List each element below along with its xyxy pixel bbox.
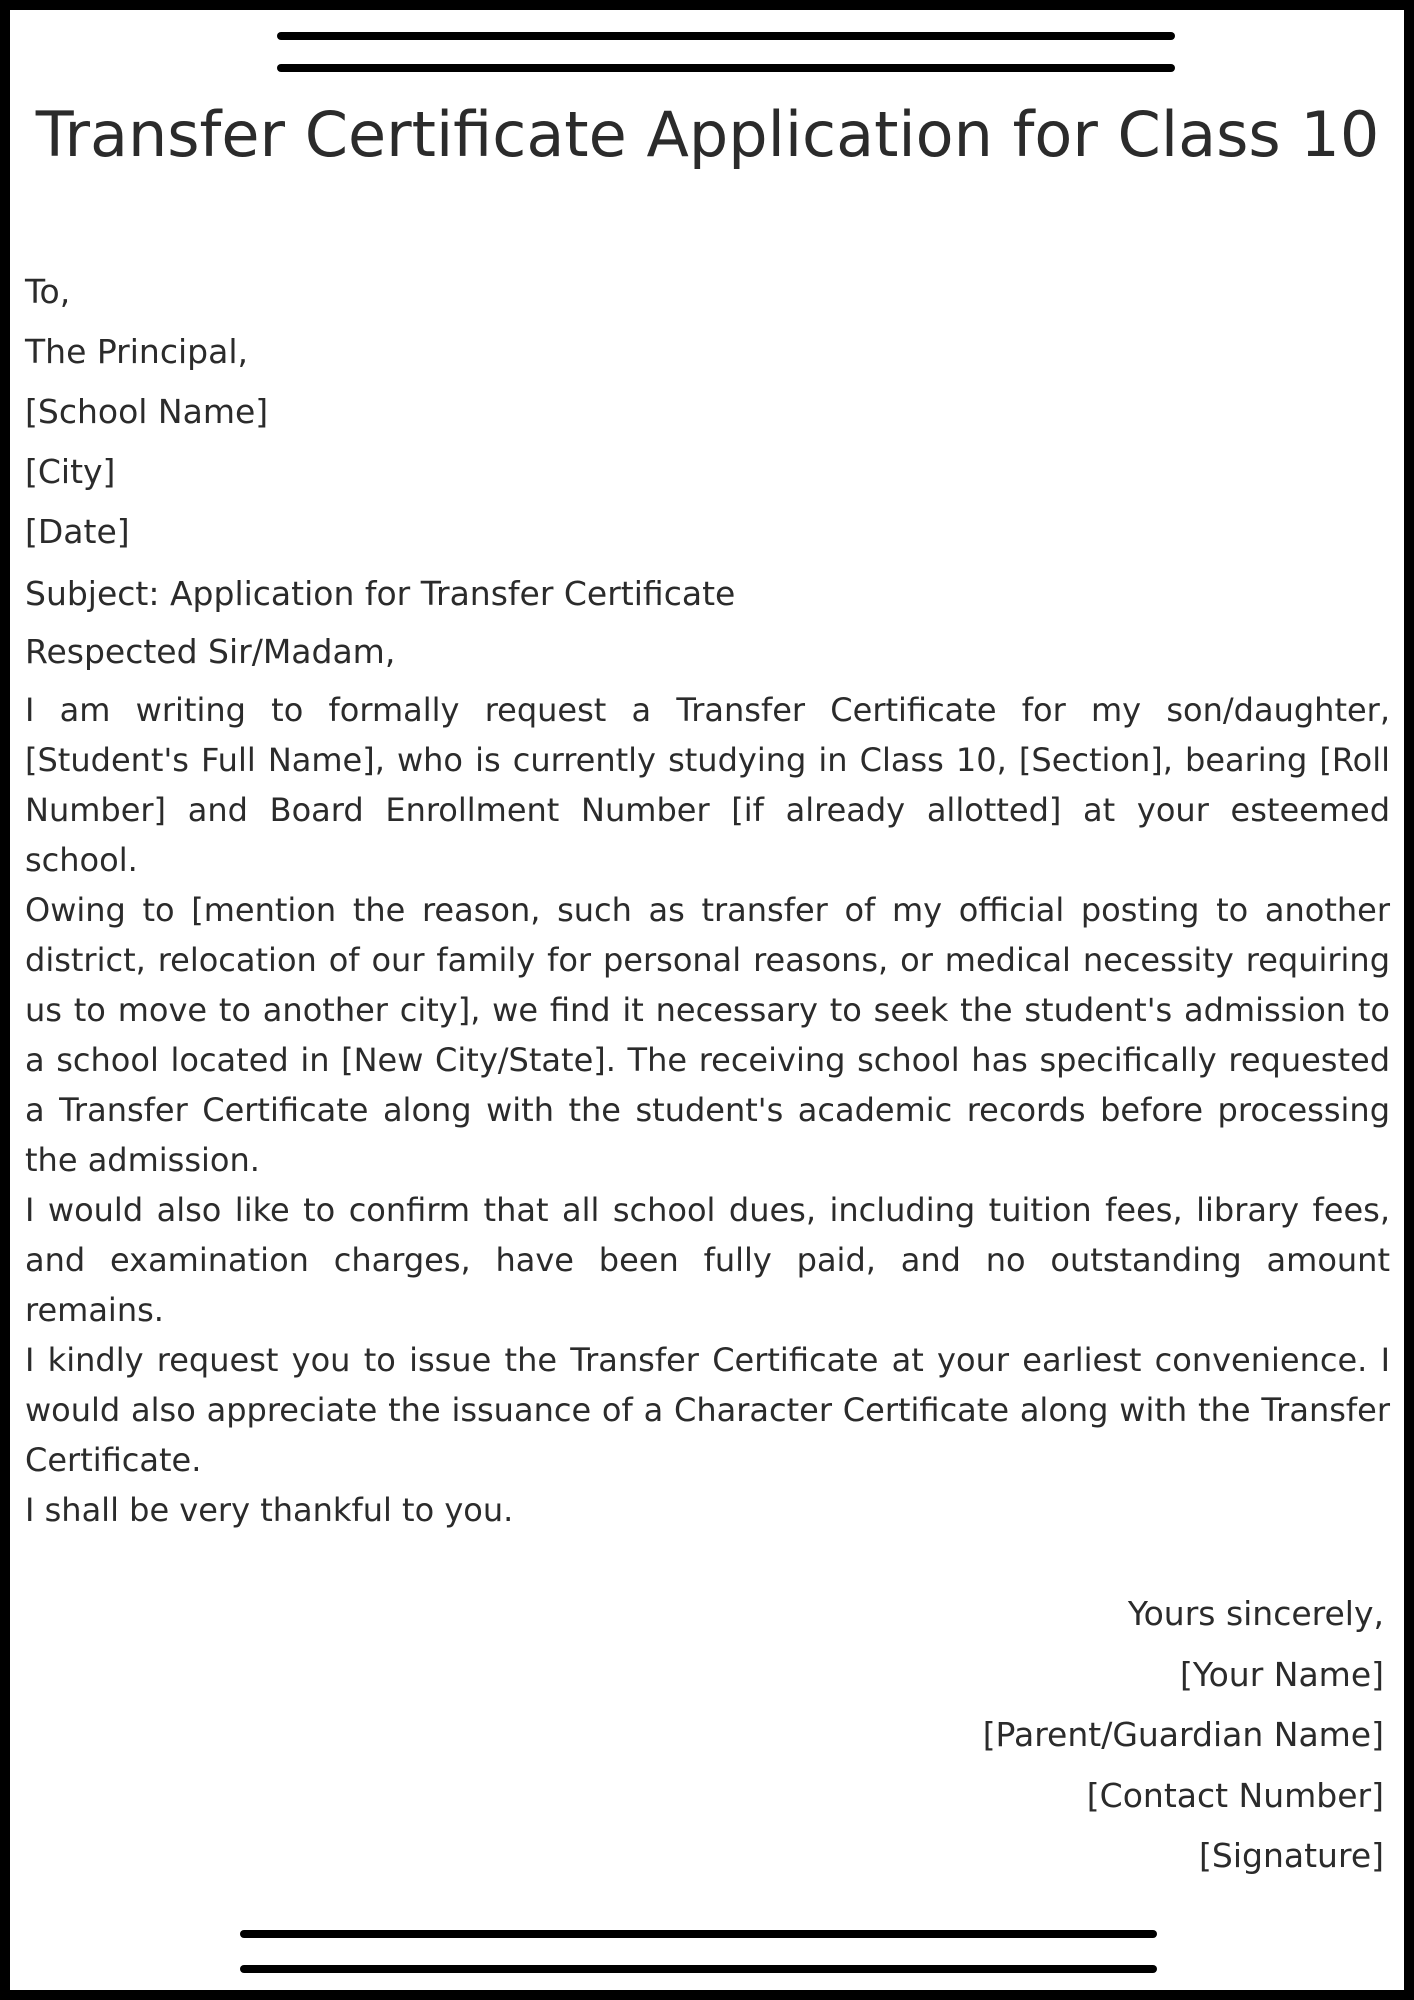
recipient-address-block <box>25 262 925 562</box>
top-divider-line-1 <box>277 32 1175 40</box>
closing-signature: [Signature] <box>1199 1836 1384 1875</box>
closing-your-name: [Your Name] <box>1179 1654 1384 1694</box>
bottom-divider-line-2 <box>240 1965 1157 1973</box>
document-title: Transfer Certificate Application for Class 10 <box>35 98 1380 171</box>
subject-line: Subject: Application for Transfer Certificate <box>25 574 736 613</box>
salutation: Respected Sir/Madam, <box>25 632 396 671</box>
address-line-date: [Date] <box>25 512 130 551</box>
closing-block <box>684 1584 1384 1887</box>
address-line-school-name: [School Name] <box>25 392 269 431</box>
address-line-principal: The Principal, <box>25 332 248 371</box>
closing-guardian-name: [Parent/Guardian Name] <box>982 1715 1384 1754</box>
bottom-divider-line-1 <box>240 1930 1157 1938</box>
body-paragraph-thanks: I shall be very thankful to you. <box>25 1491 514 1529</box>
body-paragraph-request: I am writing to formally request a Transfer Certificate for my son/daughter, [Student's Full Name], who is currently studying in Class 10, [Section], bearing [Roll Number] and Board Enrollment Number [if already allotted] at your esteemed school. <box>25 691 1390 879</box>
address-line-city: [City] <box>25 452 116 491</box>
body-paragraph-issue-request: I kindly request you to issue the Transfer Certificate at your earliest convenience. I would also appreciate the issuance of a Character Certificate along with the Transfer Certificate. <box>25 1341 1390 1479</box>
body-paragraph-dues: I would also like to confirm that all school dues, including tuition fees, library fees, and examination charges, have been fully paid, and no outstanding amount remains. <box>25 1191 1390 1329</box>
closing-contact-number: [Contact Number] <box>1086 1775 1384 1815</box>
top-divider-line-2 <box>277 64 1175 72</box>
closing-valediction: Yours sincerely, <box>1127 1594 1384 1633</box>
letter-body <box>25 685 1390 1535</box>
address-line-to: To, <box>25 272 71 311</box>
body-paragraph-reason: Owing to [mention the reason, such as transfer of my official posting to another district, relocation of our family for personal reasons, or medical necessity requiring us to move to another city], we find it necessary to seek the student's admission to a school located in [New City/State]. The receiving school has specifically requested a Transfer Certificate along with the student's academic records before processing the admission. <box>25 891 1390 1179</box>
